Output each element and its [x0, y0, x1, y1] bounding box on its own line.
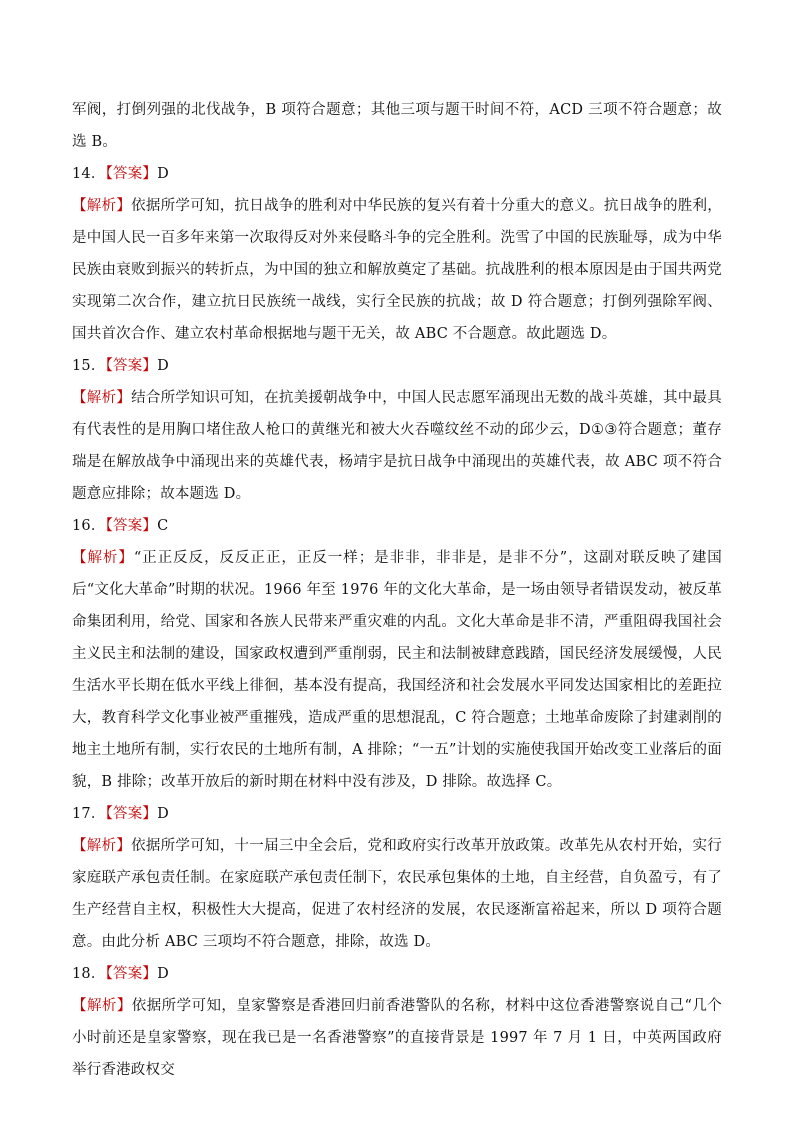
answer-tag: 【答案】 — [105, 806, 158, 822]
answer-tag: 【答案】 — [105, 358, 158, 374]
explanation — [72, 542, 722, 798]
explanation-tag: 【解析】 — [72, 198, 132, 214]
explanation-tag: 【解析】 — [72, 838, 132, 854]
answer-tag: 【答案】 — [105, 518, 158, 534]
explanation-tag: 【解析】 — [72, 390, 132, 406]
question-number: 14． — [72, 166, 106, 182]
explanation — [72, 830, 722, 958]
answer-value: D — [157, 358, 169, 374]
explanation-text: 依据所学可知，皇家警察是香港回归前香港警队的名称，材料中这位香港警察说自己“几个小时前还是皇家警察，现在我已是一名香港警察”的直接背景是 1997 年 7 月 1 日，中英两国政府举行香港政权交 — [72, 998, 722, 1078]
answer-tag: 【答案】 — [105, 966, 158, 982]
answer-value: C — [157, 518, 169, 534]
question-number: 15． — [72, 358, 106, 374]
question-14 — [72, 158, 722, 350]
question-16 — [72, 510, 722, 798]
answer-value: D — [157, 966, 169, 982]
question-15 — [72, 350, 722, 510]
explanation-text: “正正反反，反反正正，正反一样；是非非，非非是，是非不分”，这副对联反映了建国后“文化大革命”时期的状况。1966 年至 1976 年的文化大革命，是一场由领导者错误发动，被反革命集团利用，给党、国家和各族人民带来严重灾难的内乱。文化大革命是非不清，严重阻碍我国社会主义民主和法制的建设，国家政权遭到严重削弱，民主和法制被肆意践踏，国民经济发展缓慢，人民生活水平长期在低水平线上徘徊，基本没有提高，我国经济和社会发展水平同发达国家相比的差距拉大，教育科学文化事业被严重摧残，造成严重的思想混乱，C 符合题意；土地革命废除了封建剥削的地主土地所有制，实行农民的土地所有制，A 排除；“一五”计划的实施使我国开始改变工业落后的面貌，B 排除；改革开放后的新时期在材料中没有涉及，D 排除。故选择 C。 — [72, 550, 722, 790]
answer-line — [72, 958, 722, 990]
question-number: 16． — [72, 518, 106, 534]
explanation — [72, 190, 722, 350]
answer-line — [72, 350, 722, 382]
question-18 — [72, 958, 722, 1086]
answer-line — [72, 510, 722, 542]
explanation-tag: 【解析】 — [72, 998, 132, 1014]
explanation-tag: 【解析】 — [72, 550, 134, 566]
question-17 — [72, 798, 722, 958]
answer-value: D — [157, 166, 169, 182]
explanation-text: 依据所学可知，抗日战争的胜利对中华民族的复兴有着十分重大的意义。抗日战争的胜利，是中国人民一百多年来第一次取得反对外来侵略斗争的完全胜利。洗雪了中国的民族耻辱，成为中华民族由衰败到振兴的转折点，为中国的独立和解放奠定了基础。抗战胜利的根本原因是由于国共两党实现第二次合作，建立抗日民族统一战线，实行全民族的抗战；故 D 符合题意；打倒列强除军阀、国共首次合作、建立农村革命根据地与题干无关，故 ABC 不合题意。故此题选 D。 — [72, 198, 722, 342]
answer-line — [72, 798, 722, 830]
continued-paragraph: 军阀，打倒列强的北伐战争，B 项符合题意；其他三项与题干时间不符，ACD 三项不符合题意；故选 B。 — [72, 102, 722, 150]
explanation — [72, 990, 722, 1086]
answer-line — [72, 158, 722, 190]
explanation-text: 结合所学知识可知，在抗美援朝战争中，中国人民志愿军涌现出无数的战斗英雄，其中最具有代表性的是用胸口堵住敌人枪口的黄继光和被大火吞噬纹丝不动的邱少云，D①③符合题意；董存瑞是在解放战争中涌现出来的英雄代表，杨靖宇是抗日战争中涌现出的英雄代表，故 ABC 项不符合题意应排除；故本题选 D。 — [72, 390, 722, 502]
answer-explanations — [72, 94, 722, 1086]
question-number: 17． — [72, 806, 106, 822]
question-number: 18． — [72, 966, 106, 982]
explanation-text: 依据所学可知，十一届三中全会后，党和政府实行改革开放政策。改革先从农村开始，实行家庭联产承包责任制。在家庭联产承包责任制下，农民承包集体的土地，自主经营，自负盈亏，有了生产经营自主权，积极性大大提高，促进了农村经济的发展，农民逐渐富裕起来，所以 D 项符合题意。由此分析 ABC 三项均不符合题意，排除，故选 D。 — [72, 838, 722, 950]
answer-value: D — [157, 806, 169, 822]
answer-tag: 【答案】 — [105, 166, 158, 182]
explanation — [72, 382, 722, 510]
